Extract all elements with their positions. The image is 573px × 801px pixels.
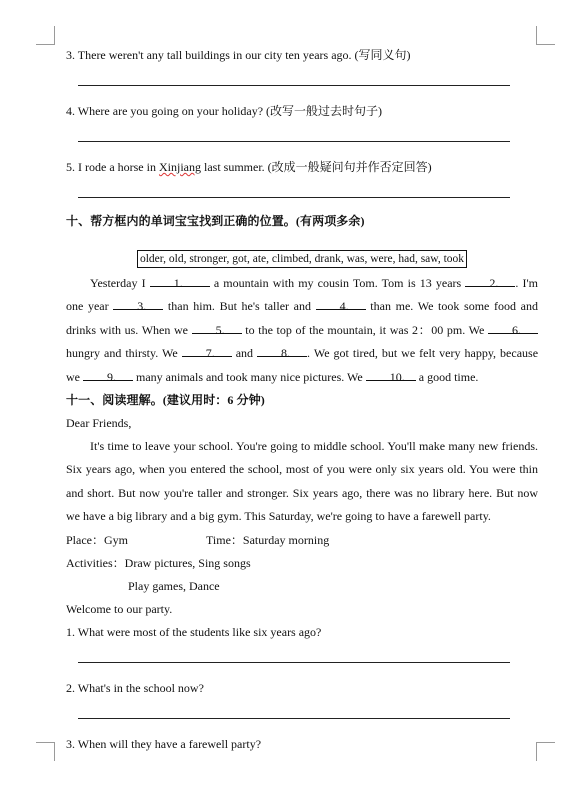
blank-3[interactable]	[113, 295, 163, 314]
blank-number: 6.	[512, 322, 521, 337]
passage-text: . I'm one year	[66, 276, 538, 314]
blank-number: 2.	[489, 276, 499, 290]
passage-text: than me. We took some food and drinks with us. When we	[66, 299, 538, 337]
passage-text: . We got tired, but we felt very happy, because we	[66, 346, 539, 384]
blank-number: 4.	[339, 299, 349, 314]
spellcheck-word: Xinjiang	[158, 160, 201, 174]
blank-7[interactable]	[182, 342, 232, 361]
passage-text: Yesterday I	[90, 276, 150, 290]
welcome-line: Welcome to our party.	[66, 601, 173, 616]
blank-9[interactable]	[83, 366, 133, 384]
passage-text: and	[231, 346, 258, 361]
passage-text: many animals and took many nice pictures. We	[133, 369, 366, 384]
word-box-row	[66, 247, 538, 269]
letter-greeting: Dear Friends,	[66, 416, 132, 431]
passage-text: than him. But he's taller and	[163, 299, 316, 314]
crop-mark-bottom-left	[36, 742, 55, 761]
reading-question-2: 2. What's in the school now?	[66, 680, 204, 695]
cloze-passage	[66, 272, 538, 389]
party-place: Place：Gym	[66, 532, 128, 547]
word-box: older, old, stronger, got, ate, climbed, drank, was, were, had, saw, took	[137, 250, 467, 268]
letter-body: It's time to leave your school. You're going to middle school. You'll make many new friends. Six years ago, when you entered the school, most of you were only six years old. You were thin and short. But now you're taller and stronger. Six years ago, there was no library here. But now we have a big library and a big gym. This Saturday, we're going to have a farewell party.	[66, 439, 538, 524]
blank-4[interactable]	[316, 295, 366, 314]
blank-5[interactable]	[192, 319, 242, 337]
blank-10[interactable]	[366, 366, 416, 384]
passage-text: a mountain with my cousin Tom. Tom is 13 years	[209, 276, 466, 290]
party-time: Time：Saturday morning	[206, 532, 330, 547]
rewrite-question-3: 3. There weren't any tall buildings in our city ten years ago. (写同义句)	[66, 48, 411, 62]
passage-text: hungry and thirsty. We	[66, 346, 182, 361]
question-text: 5. I rode a horse in	[66, 160, 159, 174]
section-11-title: 十一、阅读理解。(建议用时：6 分钟)	[66, 393, 265, 408]
blank-1[interactable]	[150, 272, 210, 290]
blank-number: 3.	[137, 299, 147, 314]
blank-number: 5.	[215, 322, 225, 337]
rewrite-question-5	[66, 156, 538, 179]
blank-8[interactable]	[257, 342, 307, 361]
crop-mark-bottom-right	[536, 742, 555, 761]
party-activities-cont: Play games, Dance	[128, 578, 220, 593]
blank-number: 7.	[205, 346, 215, 361]
party-activities: Activities：Draw pictures, Sing songs	[66, 555, 251, 570]
party-info-row	[66, 529, 538, 552]
passage-text: a good time.	[415, 369, 479, 384]
blank-2[interactable]	[465, 272, 515, 290]
reading-question-3: 3. When will they have a farewell party?	[66, 736, 262, 751]
rewrite-question-4: 4. Where are you going on your holiday? (改写一般过去时句子)	[66, 104, 383, 118]
blank-6[interactable]	[488, 319, 538, 337]
section-10-title: 十、帮方框内的单词宝宝找到正确的位置。(有两项多余)	[66, 214, 365, 228]
blank-number: 1.	[173, 276, 183, 290]
question-text: last summer. (改成一般疑问句并作否定回答)	[200, 160, 432, 174]
reading-question-1: 1. What were most of the students like six years ago?	[66, 624, 322, 639]
passage-text: to the top of the mountain, it was 2：00 pm. We	[241, 322, 488, 337]
blank-number: 8.	[281, 346, 291, 361]
crop-mark-top-right	[536, 26, 555, 45]
blank-number: 10.	[389, 369, 405, 384]
blank-number: 9.	[107, 369, 116, 384]
document-page	[66, 44, 538, 756]
crop-mark-top-left	[36, 26, 55, 45]
